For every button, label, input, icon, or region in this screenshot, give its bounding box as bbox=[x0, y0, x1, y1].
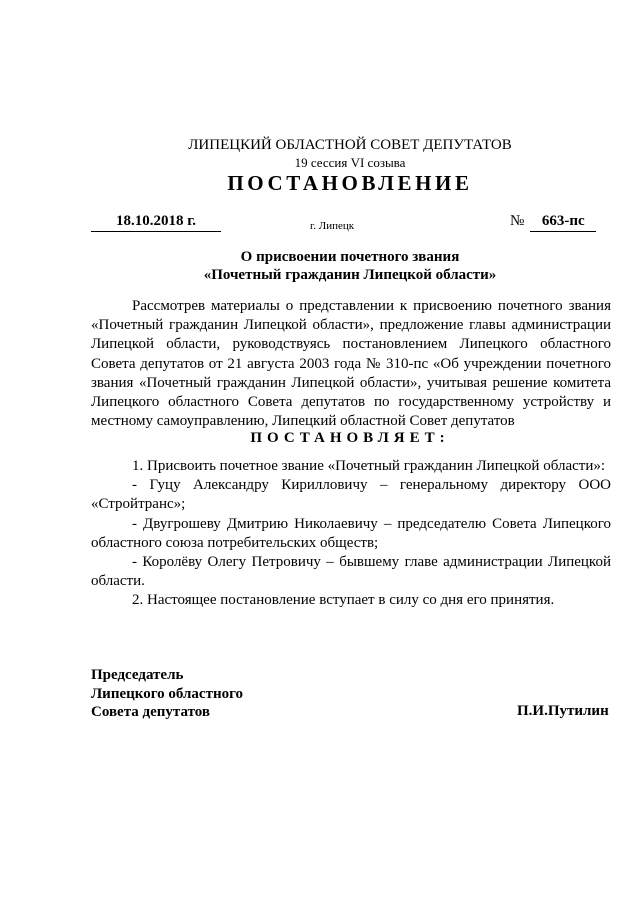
decree-heading: ПОСТАНОВЛЯЕТ: bbox=[250, 430, 450, 446]
document-date: 18.10.2018 г. bbox=[91, 213, 221, 232]
number-sign: № bbox=[510, 213, 525, 229]
preamble-paragraph bbox=[91, 297, 611, 431]
council-name: ЛИПЕЦКИЙ ОБЛАСТНОЙ СОВЕТ ДЕПУТАТОВ bbox=[188, 137, 512, 153]
subject-line-2: «Почетный гражданин Липецкой области» bbox=[203, 267, 497, 283]
signatory-title-line-3: Совета депутатов bbox=[91, 704, 210, 720]
document-city: г. Липецк bbox=[310, 220, 355, 232]
document-subject bbox=[0, 248, 640, 284]
decree-item-4: - Королёву Олегу Петровичу – бывшему главе администрации Липецкой области. bbox=[91, 554, 611, 590]
preamble-text: Рассмотрев материалы о представлении к присвоению почетного звания «Почетный гражданин Липецкой области», предложение главы администрации Липецкой области, руководствуясь постановлением Липецкого областного Совета депутатов от 21 августа 2003 года № 310-пс «Об учреждении почетного звания «Почетный гражданин Липецкой области», учитывая решение комитета Липецкого областного Совета депутатов по государственному устройству и местному самоуправлению, Липецкий областной Совет депутатов bbox=[91, 298, 611, 430]
document-number-block bbox=[510, 213, 596, 232]
signatory-title-line-2: Липецкого областного bbox=[91, 685, 244, 702]
decree-item-2: - Гуцу Александру Кирилловичу – генеральному директору ООО «Стройтранс»; bbox=[91, 477, 611, 513]
session-info: 19 сессия VI созыва bbox=[294, 155, 406, 170]
document-number: 663-пс bbox=[530, 213, 596, 232]
document-type-title: ПОСТАНОВЛЕНИЕ bbox=[227, 171, 473, 195]
decree-item-5: 2. Настоящее постановление вступает в силу со дня его принятия. bbox=[132, 592, 555, 609]
signatory-name: П.И.Путилин bbox=[517, 703, 609, 719]
signatory-title bbox=[91, 666, 243, 722]
decree-item-1: 1. Присвоить почетное звание «Почетный гражданин Липецкой области»: bbox=[132, 458, 606, 474]
subject-line-1: О присвоении почетного звания bbox=[240, 249, 460, 265]
decree-item-3: - Двугрошеву Дмитрию Николаевичу – председателю Совета Липецкого областного союза потребительских обществ; bbox=[91, 515, 611, 551]
decree-items bbox=[91, 457, 611, 611]
signatory-title-line-1: Председатель bbox=[91, 667, 184, 683]
